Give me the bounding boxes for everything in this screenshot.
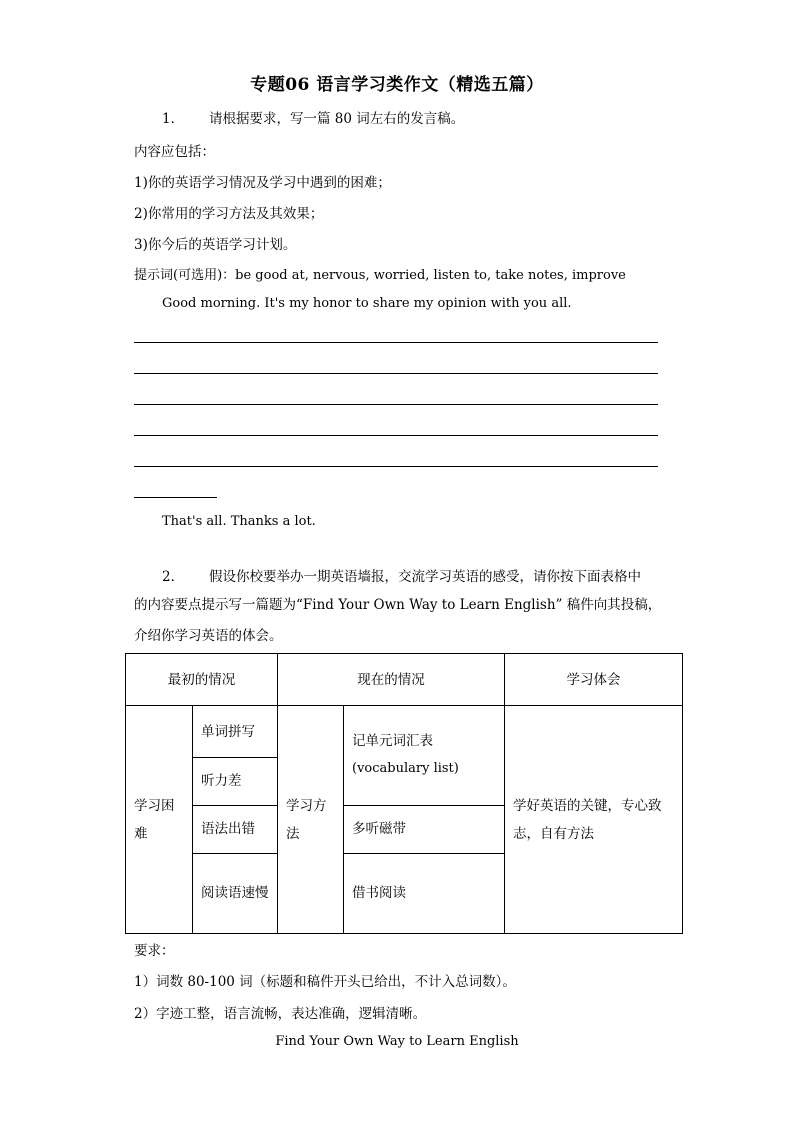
q1-number: 1．: [162, 111, 185, 127]
header-initial: 最初的情况: [126, 654, 278, 706]
answer-line-short: [134, 497, 217, 498]
q2-prompt-first: 假设你校要举办一期英语墙报，交流学习英语的感受，请你按下面表格中: [209, 569, 641, 585]
answer-line: [134, 435, 658, 436]
label-method: 学习方法: [278, 706, 344, 934]
difficulty-listening: 听力差: [193, 758, 278, 805]
header-current: 现在的情况: [278, 654, 505, 706]
requirement-1: 1）词数 80-100 词（标题和稿件开头已给出，不计入总词数）。: [134, 974, 516, 990]
difficulty-grammar: 语法出错: [193, 805, 278, 853]
q2-prompt-rest: 的内容要点提示写一篇题为“Find Your Own Way to Learn English” 稿件向其投稿，介绍你学习英语的体会。: [134, 597, 662, 644]
q1-point-2: 2)你常用的学习方法及其效果；: [134, 206, 324, 222]
difficulty-reading: 阅读语速慢: [193, 853, 278, 933]
page-title: 专题06 语言学习类作文（精选五篇）: [250, 75, 544, 95]
experience-text: 学好英语的关键，专心致志，自有方法: [505, 706, 683, 934]
method-vocab-cell: [344, 706, 505, 805]
q1-hints: 提示词(可选用)：be good at, nervous, worried, listen to, take notes, improve: [134, 268, 626, 283]
q1-prompt: 请根据要求，写一篇 80 词左右的发言稿。: [209, 111, 465, 127]
answer-line: [134, 342, 658, 343]
q1-content-label: 内容应包括：: [134, 144, 215, 160]
label-difficulty: 学习困难: [126, 706, 193, 934]
q1-point-1: 1)你的英语学习情况及学习中遇到的困难；: [134, 175, 391, 191]
q1-opening: Good morning. It's my honor to share my opinion with you all.: [162, 296, 572, 311]
requirements-label: 要求：: [134, 943, 175, 959]
requirement-2: 2）字迹工整，语言流畅，表达准确，逻辑清晰。: [134, 1006, 427, 1022]
q1-point-3: 3)你今后的英语学习计划。: [134, 237, 297, 253]
answer-line: [134, 404, 658, 405]
q1-closing: That's all. Thanks a lot.: [162, 514, 316, 529]
method-vocab: 记单元词汇表: [352, 733, 433, 750]
answer-line: [134, 373, 658, 374]
method-vocab-en: (vocabulary list): [352, 761, 459, 777]
header-experience: 学习体会: [505, 654, 683, 706]
difficulty-spelling: 单词拼写: [193, 706, 278, 758]
method-borrow: 借书阅读: [344, 853, 505, 933]
info-table: [125, 653, 683, 934]
essay-title: Find Your Own Way to Learn English: [275, 1034, 519, 1049]
answer-line: [134, 466, 658, 467]
method-tapes: 多听磁带: [344, 805, 505, 853]
q2-number: 2．: [162, 569, 185, 585]
